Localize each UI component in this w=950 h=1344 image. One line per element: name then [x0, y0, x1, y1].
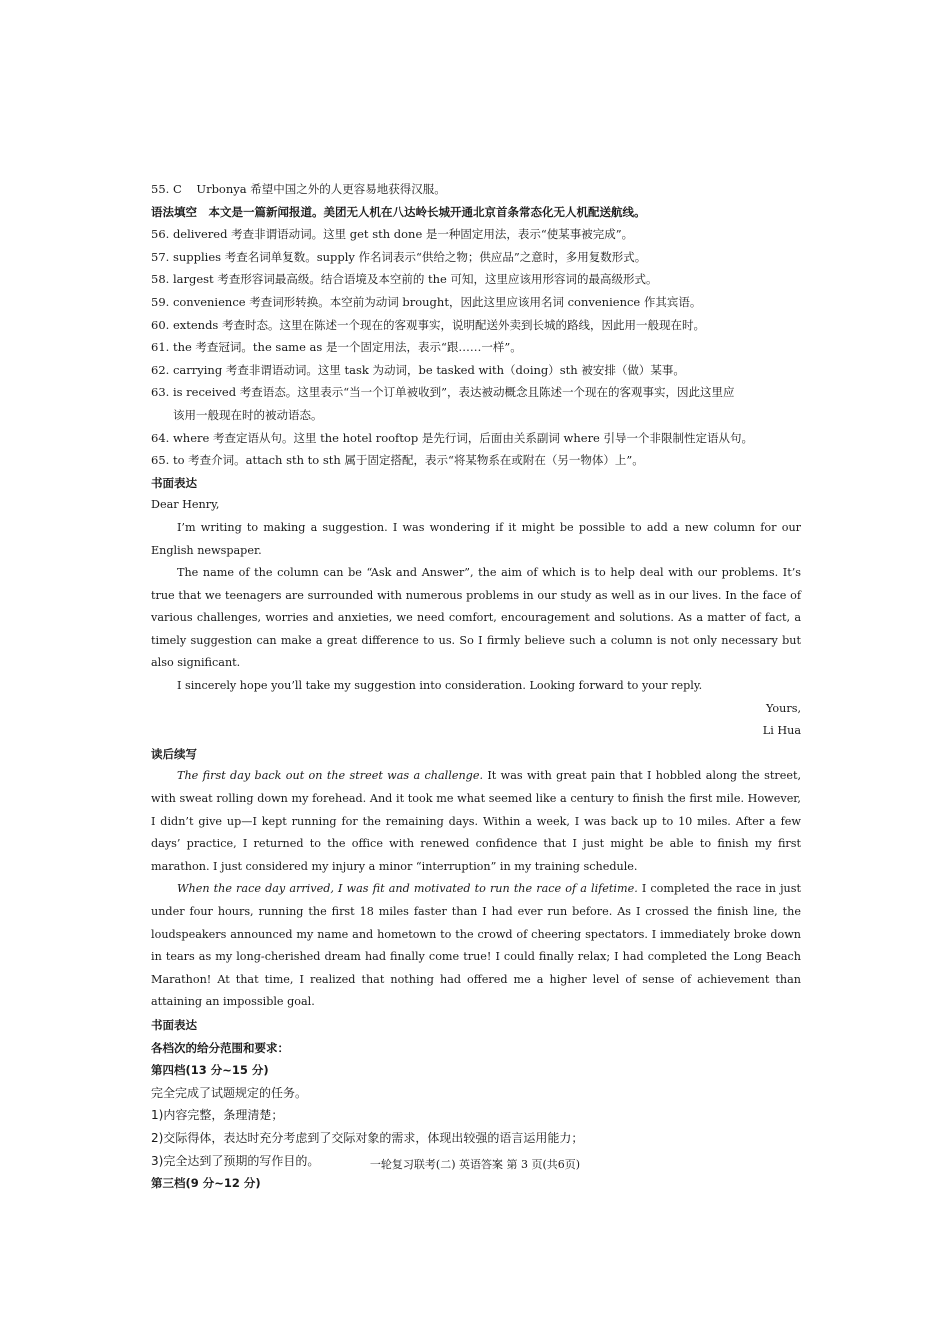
band-3-title: 第三档(9 分~12 分) — [151, 1176, 261, 1191]
answer-56: 56. delivered 考查非谓语动词。这里 get sth done 是一种固定用法，表示“使某事被完成”。 — [151, 227, 634, 242]
scoring-section-heading: 书面表达 — [151, 1017, 197, 1032]
continuation-p1-body: It was with great pain that I hobbled along the street, with sweat rolling down my forehead. And it took me what seemed like a century to finish the first mile. However, I didn’t give up—I kept running for the remaining days. Within a week, I was back up to 10 miles. After a few days’ practice, I returned to the office with renewed confidence that I just might be able to finish my first marathon. I just considered my injury a minor “interruption” in my training schedule. — [151, 769, 801, 873]
answer-63-line1: 63. is received 考查语态。这里表示“当一个订单被收到”，表达被动概念且陈述一个现在的客观事实，因此这里应 — [151, 385, 735, 400]
grammar-section-heading: 语法填空 本文是一篇新闻报道。美团无人机在八达岭长城开通北京首条常态化无人机配送航线。 — [151, 204, 646, 219]
letter-paragraph-1: I’m writing to making a suggestion. I was wondering if it might be possible to add a new column for our English newspaper. — [151, 520, 801, 557]
band-4-item-3: 3)完全达到了预期的写作目的。 — [151, 1153, 320, 1168]
answer-59: 59. convenience 考查词形转换。本空前为动词 brought，因此这里应该用名词 convenience 作其宾语。 — [151, 294, 702, 309]
letter-signature: Li Hua — [762, 724, 801, 738]
band-4-title: 第四档(13 分~15 分) — [151, 1063, 269, 1078]
answer-62: 62. carrying 考查非谓语动词。这里 task 为动词，be tasked with（doing）sth 被安排（做）某事。 — [151, 362, 685, 377]
continuation-paragraph-1 — [151, 765, 801, 878]
writing-section-heading: 书面表达 — [151, 475, 197, 490]
answer-page — [151, 178, 801, 1195]
letter-salutation: Dear Henry, — [151, 498, 220, 512]
scoring-intro: 各档次的给分范围和要求： — [151, 1040, 289, 1055]
continuation-p1-opening: The first day back out on the street was a challenge. — [177, 769, 484, 783]
letter-paragraph-2: The name of the column can be “Ask and Answer”, the aim of which is to help deal with our problems. It’s true that we teenagers are surrounded with numerous problems in our study as well as in our lives. In the face of various challenges, worries and anxieties, we need comfort, encouragement and solutions. As a matter of fact, a timely suggestion can make a great difference to us. So I firmly believe such a column is not only necessary but also significant. — [151, 566, 801, 670]
answer-64: 64. where 考查定语从句。这里 the hotel rooftop 是先行词，后面由关系副词 where 引导一个非限制性定语从句。 — [151, 430, 754, 445]
answer-63-line2: 该用一般现在时的被动语态。 — [173, 407, 323, 422]
answer-60: 60. extends 考查时态。这里在陈述一个现在的客观事实，说明配送外卖到长城的路线，因此用一般现在时。 — [151, 317, 705, 332]
answer-57: 57. supplies 考查名词单复数。supply 作名词表示“供给之物；供应品”之意时，多用复数形式。 — [151, 249, 647, 264]
band-4-item-2: 2)交际得体，表达时充分考虑到了交际对象的需求，体现出较强的语言运用能力； — [151, 1130, 584, 1145]
continuation-section-heading: 读后续写 — [151, 746, 197, 761]
answer-55 — [151, 178, 801, 201]
band-4-description: 完全完成了试题规定的任务。 — [151, 1085, 308, 1100]
answer-58: 58. largest 考查形容词最高级。结合语境及本空前的 the 可知，这里应该用形容词的最高级形式。 — [151, 272, 658, 287]
continuation-p2-body: I completed the race in just under four hours, running the first 18 miles faster than I had ever run before. As I crossed the finish line, the loudspeakers announced my name and hometown to the crowd of cheering spectators. I immediately broke down in tears as my long-cherished dream had finally come true! I could finally relax; I had completed the Long Beach Marathon! At that time, I realized that nothing had offered me a higher level of sense of achievement than attaining an impossible goal. — [151, 882, 801, 1009]
answer-65: 65. to 考查介词。attach sth to sth 属于固定搭配，表示“将某物系在或附在（另一物体）上”。 — [151, 453, 644, 468]
continuation-p2-opening: When the race day arrived, I was fit and motivated to run the race of a lifetime. — [177, 882, 638, 896]
letter-closing: Yours, — [766, 701, 801, 715]
answer-55-text: Urbonya 希望中国之外的人更容易地获得汉服。 — [196, 182, 446, 196]
letter-paragraph-3: I sincerely hope you’ll take my suggestion into consideration. Looking forward to your reply. — [177, 679, 703, 693]
answer-61: 61. the 考查冠词。the same as 是一个固定用法，表示“跟……一样”。 — [151, 340, 522, 355]
continuation-paragraph-2 — [151, 878, 801, 1014]
answer-55-number: 55. C — [151, 182, 182, 196]
page-footer: 一轮复习联考(二) 英语答案 第 3 页(共6页) — [369, 1158, 581, 1171]
band-4-item-1: 1)内容完整，条理清楚； — [151, 1108, 284, 1123]
